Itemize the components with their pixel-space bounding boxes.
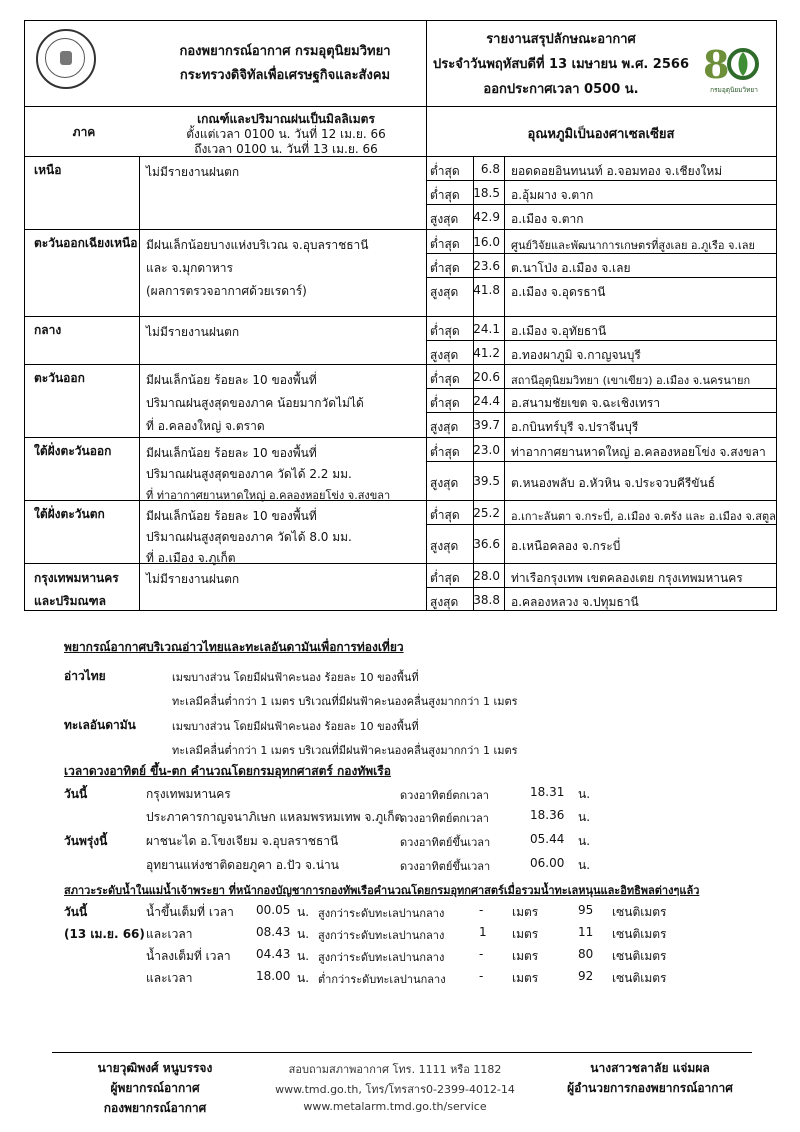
temp-place: อ.ทองผาภูมิ จ.กาญจนบุรี [511, 348, 641, 362]
region-name: กรุงเทพมหานคร [34, 571, 119, 585]
tide-time-unit: น. [297, 927, 310, 941]
tide-meter-unit: เมตร [512, 949, 539, 963]
tide-time: 08.43 [256, 925, 291, 939]
col-header-temperature: อุณหภูมิเป็นองศาเซลเซียส [527, 127, 675, 142]
temp-place: อ.เมือง จ.อุดรธานี [511, 285, 606, 299]
tide-title: สภาวะระดับน้ำในแม่น้ำเจ้าพระยา ที่หน้ากองบัญชาการกองทัพเรือคำนวณโดยกรมอุทกศาสตร์เมื่อรวมน้ำทะเลหนุนและอิทธิพลต่างๆแล้ว [64, 884, 700, 897]
rain-text: ปริมาณฝนสูงสุดของภาค วัดได้ 2.2 มม. [146, 467, 352, 481]
tide-time-unit: น. [297, 949, 310, 963]
department-seal [36, 29, 96, 89]
rain-text: มีฝนเล็กน้อย ร้อยละ 10 ของพื้นที่ [146, 373, 317, 387]
tide-meter-unit: เมตร [512, 971, 539, 985]
region-name: เหนือ [34, 163, 62, 177]
tide-label: น้ำลงเต็มที่ เวลา [146, 949, 231, 963]
tide-meters: - [479, 903, 484, 917]
temp-place: อ.เกาะลันตา จ.กระบี่, อ.เมือง จ.ตรัง และ อ.เมือง จ.สตูล [511, 510, 776, 523]
temp-kind: ต่ำสุด [430, 372, 460, 386]
tide-meters: - [479, 969, 484, 983]
tide-time: 00.05 [256, 903, 291, 917]
tide-date: (13 เม.ย. 66) [64, 927, 145, 941]
temp-place: ท่าอากาศยานหาดใหญ่ อ.คลองหอยโข่ง จ.สงขลา [511, 445, 766, 459]
temp-place: อ.กบินทร์บุรี จ.ปราจีนบุรี [511, 420, 639, 434]
rain-text: ไม่มีรายงานฝนตก [146, 572, 240, 586]
temp-kind: ต่ำสุด [430, 261, 460, 275]
sun-event: ดวงอาทิตย์ขึ้นเวลา [400, 836, 491, 849]
temp-value: 41.2 [473, 346, 500, 360]
temp-value: 20.6 [473, 370, 500, 384]
tide-time: 04.43 [256, 947, 291, 961]
col-header-rain-line1: เกณฑ์และปริมาณฝนเป็นมิลลิเมตร [197, 112, 375, 126]
sun-time-unit: น. [578, 810, 591, 824]
report-issue-time: ออกประกาศเวลา 0500 น. [483, 82, 639, 97]
temp-kind: ต่ำสุด [430, 237, 460, 251]
tide-cm: 95 [578, 903, 594, 917]
region-name: ตะวันออก [34, 371, 85, 385]
sun-event: ดวงอาทิตย์ขึ้นเวลา [400, 860, 491, 873]
temp-kind: ต่ำสุด [430, 324, 460, 338]
tide-meter-unit: เมตร [512, 905, 539, 919]
temp-value: 18.5 [473, 186, 500, 200]
temp-place: สถานีอุตุนิยมวิทยา (เขาเขียว) อ.เมือง จ.นครนายก [511, 374, 751, 387]
tide-cm: 11 [578, 925, 594, 939]
sun-place: อุทยานแห่งชาติดอยภูคา อ.ปัว จ.น่าน [146, 858, 339, 872]
tide-cm: 92 [578, 969, 594, 983]
temp-kind: ต่ำสุด [430, 445, 460, 459]
org-line-1: กองพยากรณ์อากาศ กรมอุตุนิยมวิทยา [179, 44, 391, 59]
tide-cm-unit: เซนติเมตร [612, 927, 667, 941]
tide-meters: - [479, 947, 484, 961]
col-header-region: ภาค [72, 125, 96, 139]
rain-text: ไม่มีรายงานฝนตก [146, 165, 240, 179]
tide-cm-unit: เซนติเมตร [612, 905, 667, 919]
contact-service-link[interactable]: www.metalarm.tmd.go.th/service [303, 1100, 487, 1113]
region-name: กลาง [34, 323, 62, 337]
rain-text: ที่ ท่าอากาศยานหาดใหญ่ อ.คลองหอยโข่ง จ.สงขลา [146, 489, 391, 502]
rain-text: มีฝนเล็กน้อยบางแห่งบริเวณ จ.อุบลราชธานี [146, 238, 369, 252]
temp-value: 23.0 [473, 443, 500, 457]
rain-text: ที่ อ.คลองใหญ่ จ.ตราด [146, 419, 265, 433]
region-name: ใต้ฝั่งตะวันตก [34, 507, 105, 521]
sun-time: 18.36 [530, 808, 565, 822]
sun-today-label: วันนี้ [64, 787, 88, 801]
tide-meter-unit: เมตร [512, 927, 539, 941]
temp-value: 23.6 [473, 259, 500, 273]
sun-place: ผาชนะได อ.โขงเจียม จ.อุบลราชธานี [146, 834, 339, 848]
temp-value: 24.4 [473, 394, 500, 408]
sun-tomorrow-label: วันพรุ่งนี้ [64, 834, 108, 848]
temp-kind: ต่ำสุด [430, 571, 460, 585]
region-name: ตะวันออกเฉียงเหนือ [34, 236, 138, 250]
sun-event: ดวงอาทิตย์ตกเวลา [400, 789, 489, 802]
temp-kind: สูงสุด [430, 348, 459, 362]
sun-time-unit: น. [578, 834, 591, 848]
temp-kind: สูงสุด [430, 212, 459, 226]
temp-place: อ.เมือง จ.อุทัยธานี [511, 324, 607, 338]
temp-place: อ.สนามชัยเขต จ.ฉะเชิงเทรา [511, 396, 661, 410]
temp-kind: ต่ำสุด [430, 396, 460, 410]
col-header-rain-line3: ถึงเวลา 0100 น. วันที่ 13 เม.ย. 66 [194, 142, 378, 156]
rain-text: มีฝนเล็กน้อย ร้อยละ 10 ของพื้นที่ [146, 509, 317, 523]
svg-text:8: 8 [703, 42, 730, 87]
tide-label: และเวลา [146, 927, 193, 941]
tmd-80-years-logo [701, 38, 767, 96]
andaman-forecast-line2: ทะเลมีคลื่นต่ำกว่า 1 เมตร บริเวณที่มีฝนฟ้าคะนองคลื่นสูงมากกว่า 1 เมตร [172, 744, 518, 757]
tide-reference: สูงกว่าระดับทะเลปานกลาง [318, 907, 445, 920]
tide-reference: ต่ำกว่าระดับทะเลปานกลาง [318, 973, 446, 986]
tide-time-unit: น. [297, 971, 310, 985]
temp-place: ท่าเรือกรุงเทพ เขตคลองเตย กรุงเทพมหานคร [511, 571, 743, 585]
temp-value: 6.8 [480, 162, 500, 176]
footer-divider [52, 1052, 752, 1053]
tide-time-unit: น. [297, 905, 310, 919]
sun-time: 06.00 [530, 856, 565, 870]
rain-text: ไม่มีรายงานฝนตก [146, 325, 240, 339]
temp-kind: สูงสุด [430, 539, 459, 553]
director-name: นางสาวชลาลัย แจ่มผล [590, 1061, 710, 1075]
temp-place: อ.เหนือคลอง จ.กระบี่ [511, 539, 621, 553]
andaman-forecast-line1: เมฆบางส่วน โดยมีฝนฟ้าคะนอง ร้อยละ 10 ของพื้นที่ [172, 720, 419, 733]
temp-kind: สูงสุด [430, 476, 459, 490]
temp-place: ยอดดอยอินทนนท์ อ.จอมทอง จ.เชียงใหม่ [511, 164, 723, 178]
temp-kind: สูงสุด [430, 285, 459, 299]
temp-value: 39.5 [473, 474, 500, 488]
marine-forecast-title: พยากรณ์อากาศบริเวณอ่าวไทยและทะเลอันดามันเพื่อการท่องเที่ยว [64, 640, 404, 654]
sun-place: กรุงเทพมหานคร [146, 787, 231, 801]
temp-place: อ.คลองหลวง จ.ปทุมธานี [511, 595, 639, 609]
report-date: ประจำวันพฤหัสบดีที่ 13 เมษายน พ.ศ. 2566 [433, 57, 689, 72]
temp-place: ต.นาโป่ง อ.เมือง จ.เลย [511, 261, 631, 275]
temp-value: 24.1 [473, 322, 500, 336]
rain-text: ที่ อ.เมือง จ.ภูเก็ต [146, 551, 236, 565]
temp-value: 16.0 [473, 235, 500, 249]
forecaster-title: ผู้พยากรณ์อากาศ [110, 1081, 200, 1095]
col-header-rain-line2: ตั้งแต่เวลา 0100 น. วันที่ 12 เม.ย. 66 [186, 127, 386, 141]
temp-value: 25.2 [473, 506, 500, 520]
temp-kind: สูงสุด [430, 595, 459, 609]
temp-value: 28.0 [473, 569, 500, 583]
svg-text:กรมอุตุนิยมวิทยา: กรมอุตุนิยมวิทยา [710, 86, 758, 94]
temp-place: อ.อุ้มผาง จ.ตาก [511, 188, 594, 202]
report-title: รายงานสรุปลักษณะอากาศ [486, 32, 636, 47]
tide-meters: 1 [479, 925, 487, 939]
tide-cm-unit: เซนติเมตร [612, 949, 667, 963]
rain-text: ปริมาณฝนสูงสุดของภาค น้อยมากวัดไม่ได้ [146, 396, 364, 410]
rain-text: (ผลการตรวจอากาศด้วยเรดาร์) [146, 284, 307, 298]
temp-place: ศูนย์วิจัยและพัฒนาการเกษตรที่สูงเลย อ.ภูเรือ จ.เลย [511, 239, 755, 252]
gulf-forecast-line1: เมฆบางส่วน โดยมีฝนฟ้าคะนอง ร้อยละ 10 ของพื้นที่ [172, 671, 419, 684]
tide-cm: 80 [578, 947, 594, 961]
tide-time: 18.00 [256, 969, 291, 983]
tide-cm-unit: เซนติเมตร [612, 971, 667, 985]
temp-value: 41.8 [473, 283, 500, 297]
temp-value: 42.9 [473, 210, 500, 224]
temp-kind: ต่ำสุด [430, 188, 460, 202]
temp-value: 36.6 [473, 537, 500, 551]
sun-time-unit: น. [578, 858, 591, 872]
sun-time-unit: น. [578, 787, 591, 801]
temp-kind: ต่ำสุด [430, 508, 460, 522]
tide-label: น้ำขึ้นเต็มที่ เวลา [146, 905, 234, 919]
gulf-label: อ่าวไทย [64, 669, 106, 683]
temp-place: อ.เมือง จ.ตาก [511, 212, 584, 226]
rain-text: ปริมาณฝนสูงสุดของภาค วัดได้ 8.0 มม. [146, 530, 352, 544]
rain-text: มีฝนเล็กน้อย ร้อยละ 10 ของพื้นที่ [146, 446, 317, 460]
temp-kind: สูงสุด [430, 420, 459, 434]
tide-reference: สูงกว่าระดับทะเลปานกลาง [318, 929, 445, 942]
forecaster-name: นายวุฒิพงศ์ หนูบรรจง [97, 1061, 213, 1075]
director-title: ผู้อำนวยการกองพยากรณ์อากาศ [567, 1081, 733, 1095]
gulf-forecast-line2: ทะเลมีคลื่นต่ำกว่า 1 เมตร บริเวณที่มีฝนฟ้าคะนองคลื่นสูงมากกว่า 1 เมตร [172, 695, 518, 708]
tide-reference: สูงกว่าระดับทะเลปานกลาง [318, 951, 445, 964]
sun-event: ดวงอาทิตย์ตกเวลา [400, 812, 489, 825]
region-name-line2: และปริมณฑล [34, 594, 106, 608]
region-name: ใต้ฝั่งตะวันออก [34, 444, 112, 458]
tide-today-label: วันนี้ [64, 905, 88, 919]
sun-time: 18.31 [530, 785, 565, 799]
andaman-label: ทะเลอันดามัน [64, 718, 136, 732]
temp-kind: ต่ำสุด [430, 164, 460, 178]
org-line-2: กระทรวงดิจิทัลเพื่อเศรษฐกิจและสังคม [179, 68, 391, 83]
tide-label: และเวลา [146, 971, 193, 985]
sun-time: 05.44 [530, 832, 565, 846]
contact-website[interactable]: www.tmd.go.th, โทร/โทรสาร0-2399-4012-14 [275, 1083, 515, 1096]
contact-phone: สอบถามสภาพอากาศ โทร. 1111 หรือ 1182 [288, 1063, 502, 1076]
rain-text: และ จ.มุกดาหาร [146, 261, 233, 275]
sun-times-title: เวลาดวงอาทิตย์ ขึ้น-ตก คำนวณโดยกรมอุทกศาสตร์ กองทัพเรือ [64, 764, 391, 778]
temp-value: 38.8 [473, 593, 500, 607]
temp-value: 39.7 [473, 418, 500, 432]
sun-place: ประภาคารกาญจนาภิเษก แหลมพรหมเทพ จ.ภูเก็ต [146, 810, 403, 824]
temp-place: ต.หนองพลับ อ.หัวหิน จ.ประจวบคีรีขันธ์ [511, 476, 716, 490]
forecaster-division: กองพยากรณ์อากาศ [103, 1101, 207, 1115]
